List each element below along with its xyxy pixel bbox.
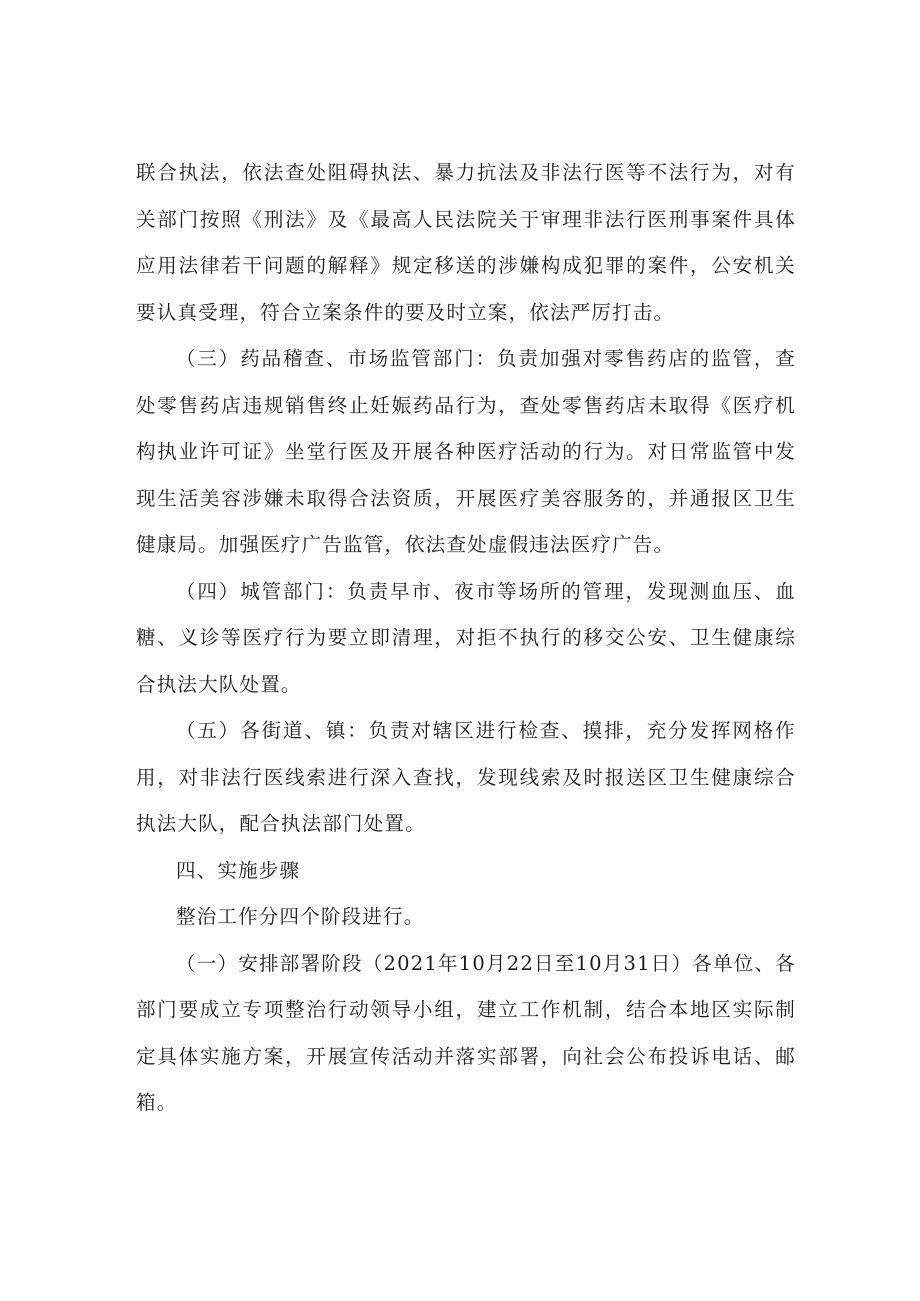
heading-implementation-steps: 四、实施步骤 [176,858,301,882]
paragraph-section-5: （五）各街道、镇：负责对辖区进行检查、摸排，充分发挥网格作用，对非法行医线索进行深入查找，发现线索及时报送区卫生健康综合执法大队，配合执法部门处置。 [136,719,796,835]
paragraph-stages-intro: 整治工作分四个阶段进行。 [176,905,425,928]
document-body [136,150,796,1127]
paragraph-continuation: 联合执法，依法查处阻碍执法、暴力抗法及非法行医等不法行为，对有关部门按照《刑法》及《最高人民法院关于审理非法行医刑事案件具体应用法律若干问题的解释》规定移送的涉嫌构成犯罪的案件，公安机关要认真受理，符合立案条件的要及时立案，依法严厉打击。 [136,161,796,324]
paragraph-section-4: （四）城管部门：负责早市、夜市等场所的管理，发现测血压、血糖、义诊等医疗行为要立即清理，对拒不执行的移交公安、卫生健康综合执法大队处置。 [136,579,796,696]
paragraph-stage-1: （一）安排部署阶段（2021年10月22日至10月31日）各单位、各部门要成立专项整治行动领导小组，建立工作机制，结合本地区实际制定具体实施方案，开展宣传活动并落实部署，向社会公布投诉电话、邮箱。 [136,951,796,1114]
paragraph-section-3: （三）药品稽查、市场监管部门：负责加强对零售药店的监管，查处零售药店违规销售终止妊娠药品行为，查处零售药店未取得《医疗机构执业许可证》坐堂行医及开展各种医疗活动的行为。对日常监管中发现生活美容涉嫌未取得合法资质，开展医疗美容服务的，并通报区卫生健康局。加强医疗广告监管，依法查处虚假违法医疗广告。 [136,347,796,556]
